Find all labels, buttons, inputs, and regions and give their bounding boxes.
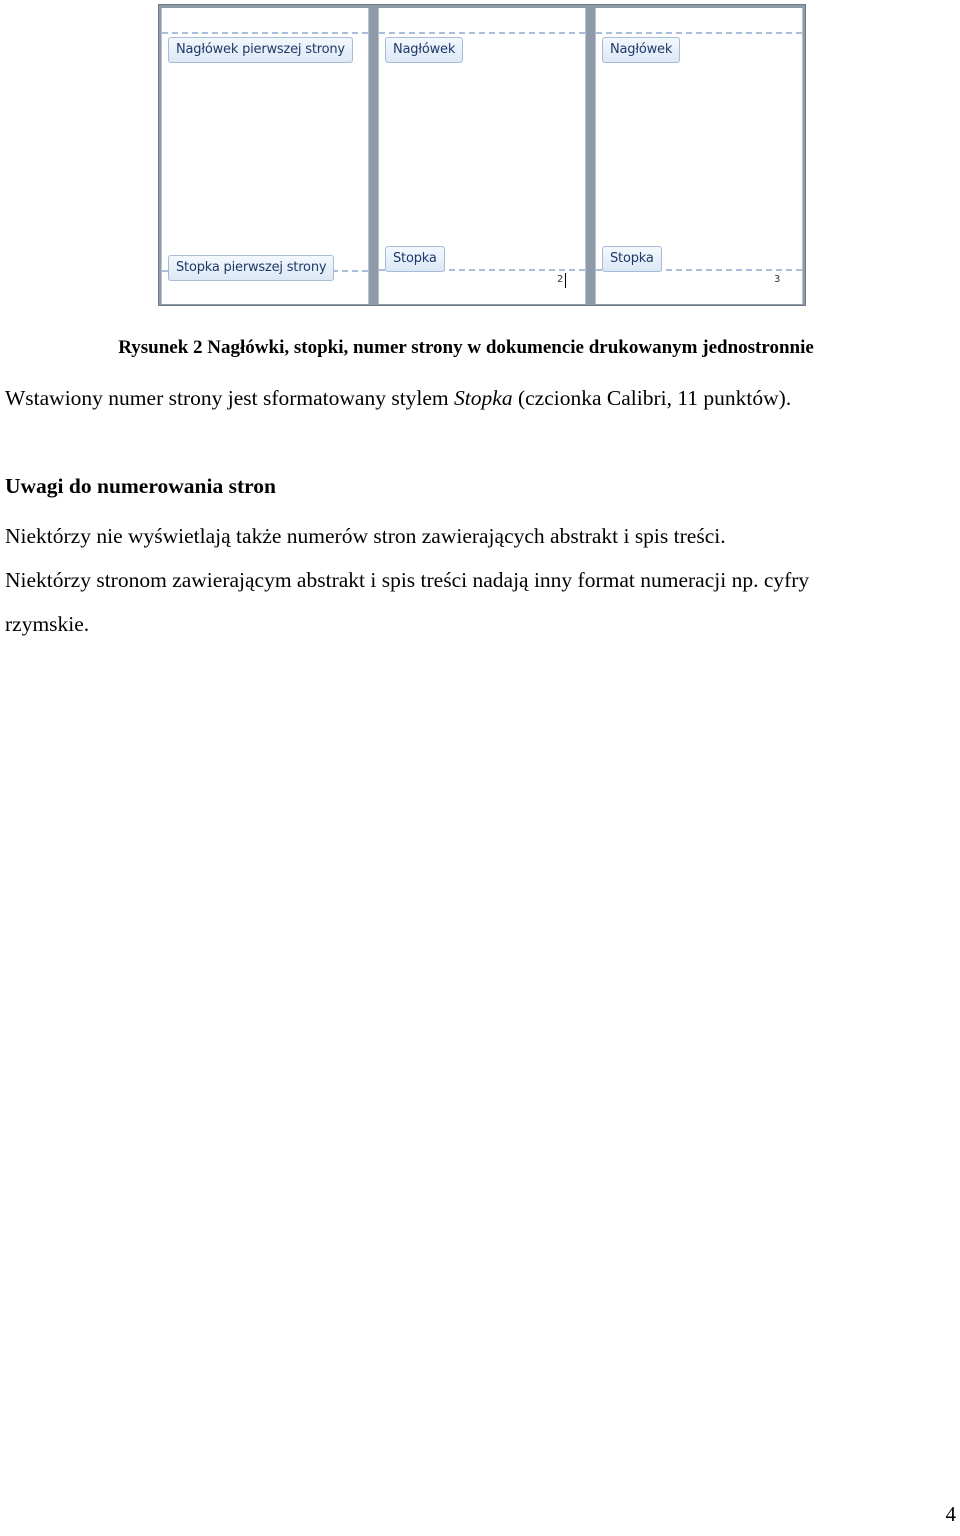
section-heading: Uwagi do numerowania stron: [5, 474, 276, 498]
body-line: Niektórzy nie wyświetlają także numerów stron zawierających abstrakt i spis treści.: [5, 524, 726, 548]
footer-tag[interactable]: Stopka: [385, 246, 445, 272]
footer-tag[interactable]: Stopka pierwszej strony: [168, 255, 334, 281]
header-boundary-line: [596, 32, 802, 34]
footer-tag[interactable]: Stopka: [602, 246, 662, 272]
paragraph-text: Wstawiony numer strony jest sformatowany stylem: [5, 386, 455, 410]
figure-header-footer-pages: [158, 4, 806, 306]
text-cursor: [565, 273, 566, 288]
figure-caption: Rysunek 2 Nagłówki, stopki, numer strony w dokumencie drukowanym jednostronnie: [118, 337, 814, 358]
header-tag[interactable]: Nagłówek: [385, 37, 463, 63]
style-name: Stopka: [454, 386, 513, 410]
header-tag[interactable]: Nagłówek: [602, 37, 680, 63]
page-thumbnail-1: [161, 8, 369, 304]
body-line: Niektórzy stronom zawierającym abstrakt i spis treści nadają inny format numeracji np. cyfry: [5, 568, 810, 592]
document-page-number: 4: [945, 1502, 956, 1526]
section-body: [5, 514, 960, 646]
page-number-field[interactable]: 3: [774, 274, 781, 285]
header-tag[interactable]: Nagłówek pierwszej strony: [168, 37, 353, 63]
header-boundary-line: [162, 32, 368, 34]
page-thumbnail-3: [595, 8, 803, 304]
body-line: rzymskie.: [5, 612, 90, 636]
paragraph-style-note: [5, 383, 791, 413]
paragraph-text: (czcionka Calibri, 11 punktów).: [512, 386, 792, 410]
header-boundary-line: [379, 32, 585, 34]
page-number-field[interactable]: 2: [557, 274, 564, 285]
page-thumbnail-2: [378, 8, 586, 304]
